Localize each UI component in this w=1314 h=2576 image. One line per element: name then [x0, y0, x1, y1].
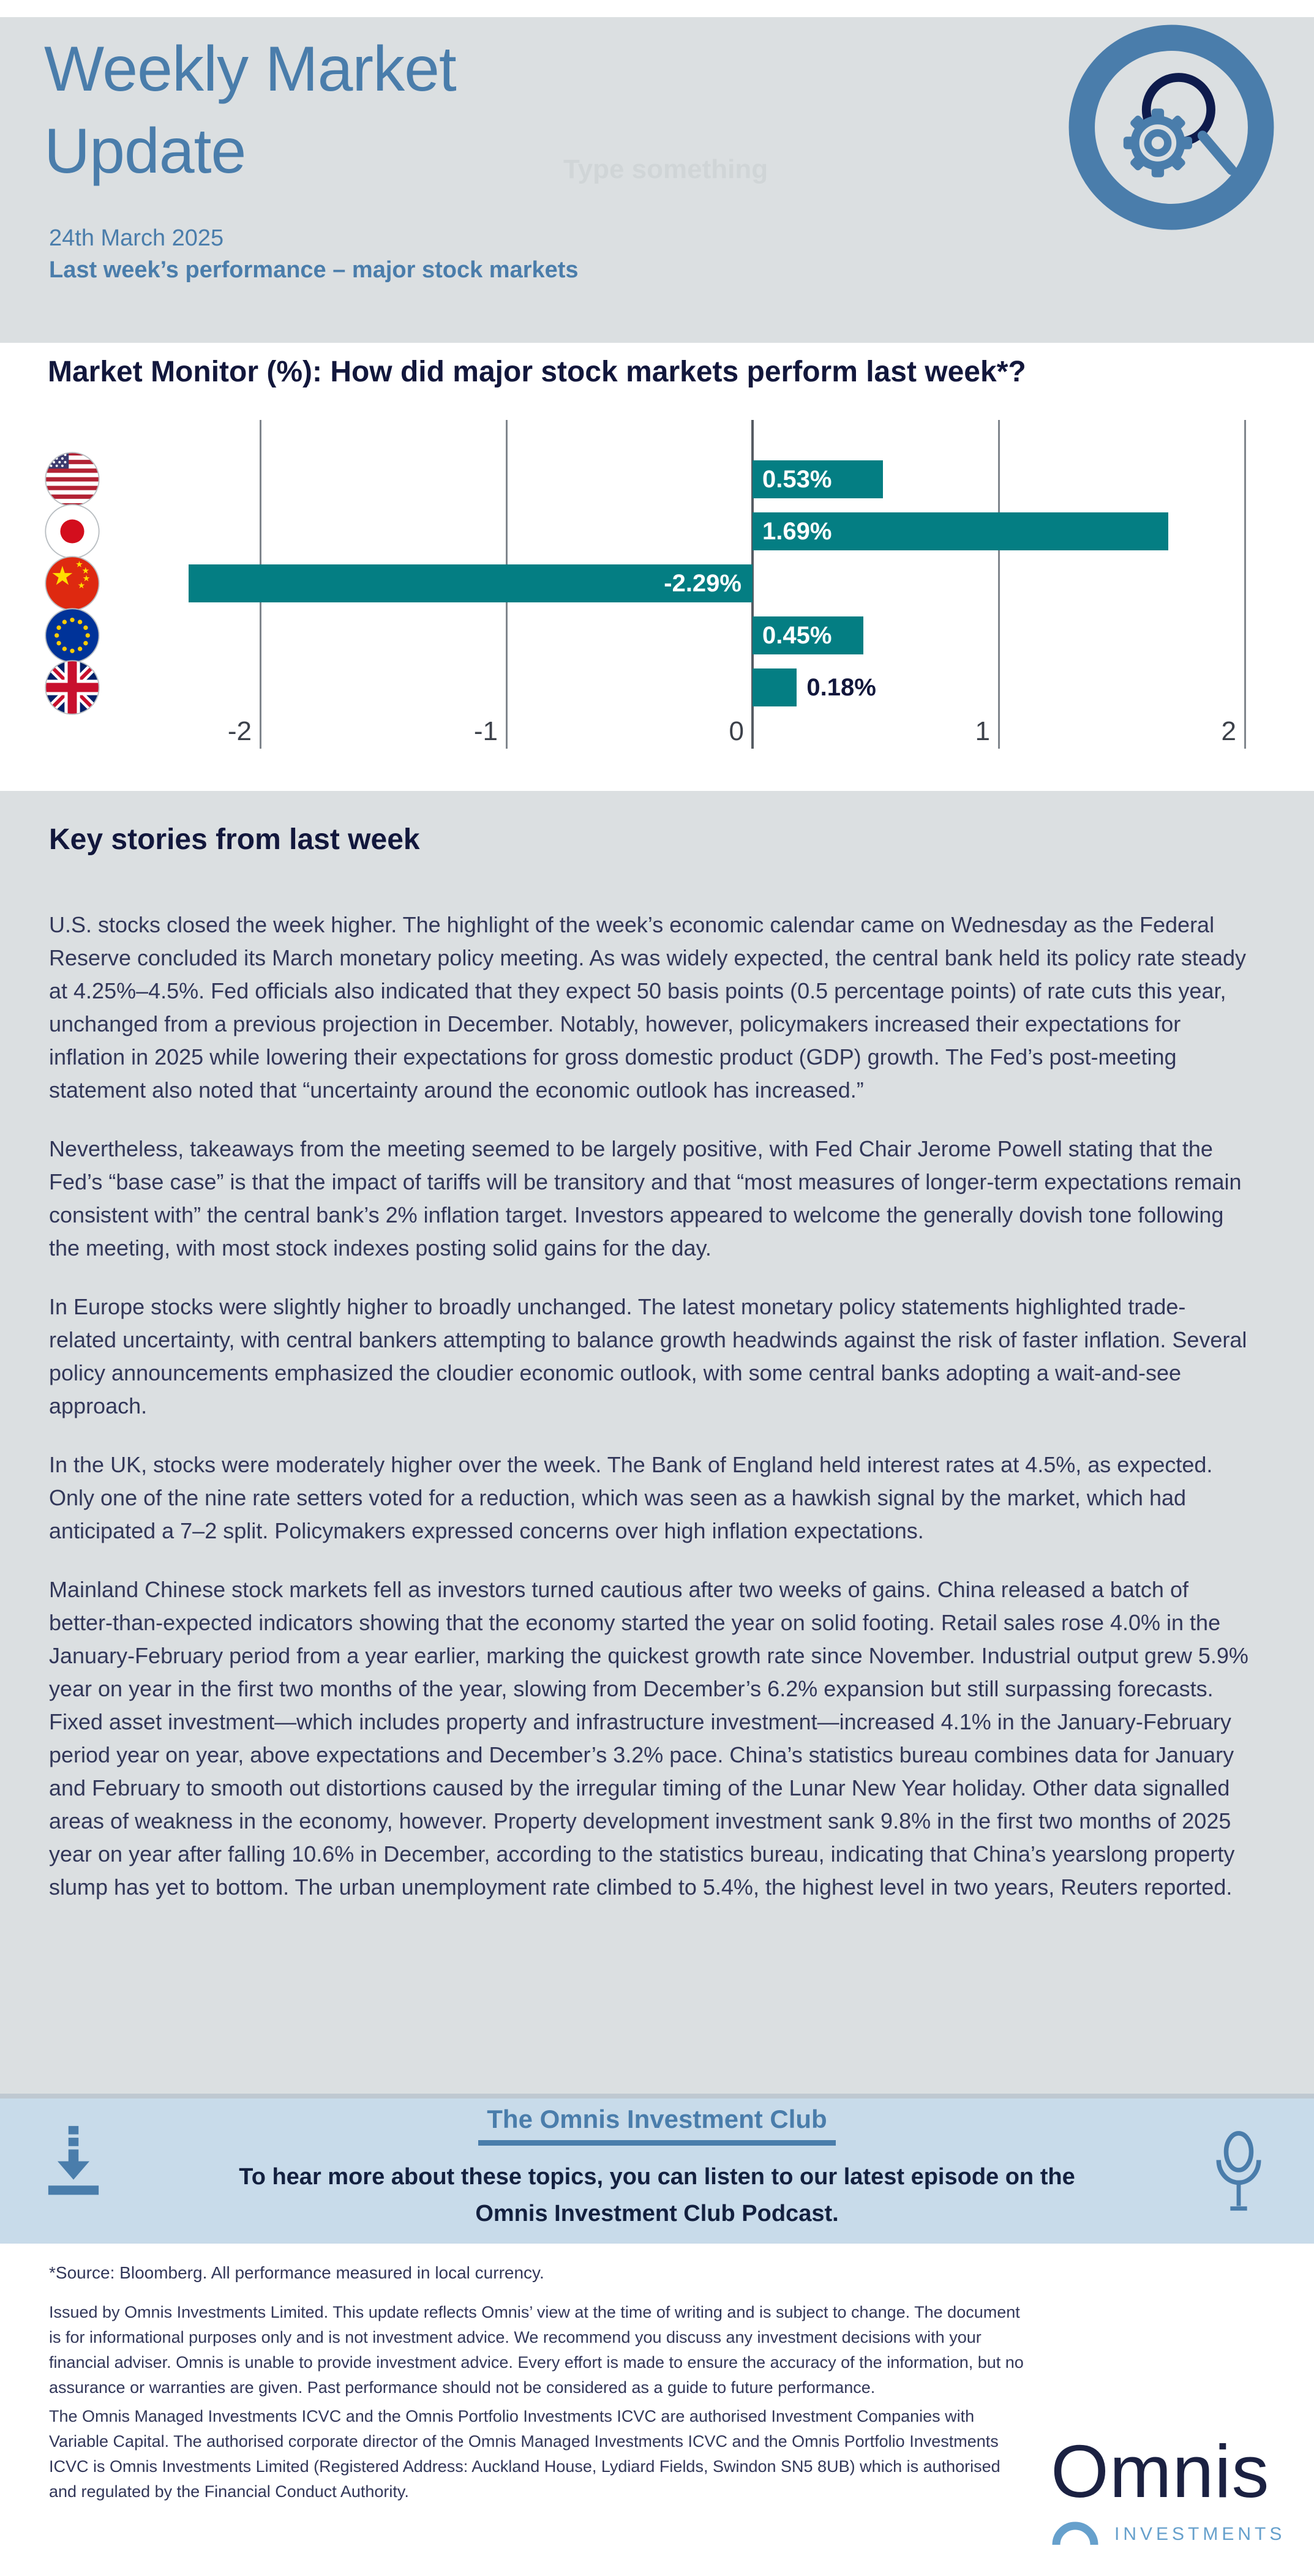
- chart-title: Market Monitor (%): How did major stock markets perform last week*?: [48, 356, 1026, 388]
- key-stories-section: [0, 791, 1314, 2094]
- placeholder-text: Type something: [563, 154, 768, 184]
- story-paragraph-uk: In the UK, stocks were moderately higher over the week. The Bank of England held interest rates at 4.5%, as expected. Only one of the nine rate setters voted for a reduction, which was seen as a hawkish signal by the market, which had anticipated a 7–2 split. Policymakers expressed concerns over high inflation expectations.: [49, 1452, 1213, 1543]
- x-axis-tick-label: -1: [473, 716, 498, 746]
- bar-value-label: 0.53%: [762, 466, 832, 493]
- disclaimer-issued: Issued by Omnis Investments Limited. This update reflects Omnis’ view at the time of writing and is subject to change. The document is for informational purposes only and is not investment advice. We recommend you discuss any investment decisions with your financial adviser. Omnis is unable to provide investment advice. Every effort is made to ensure the accuracy of the information, but no assurance or warranties are given. Past performance should not be considered as a guide to future performance.: [49, 2303, 1024, 2397]
- podcast-text-line2: Omnis Investment Club Podcast.: [475, 2201, 839, 2226]
- header-subtitle: Last week’s performance – major stock markets: [49, 257, 579, 283]
- source-note: *Source: Bloomberg. All performance measured in local currency.: [49, 2263, 544, 2282]
- uk-flag-icon: [44, 659, 100, 716]
- disclaimer-icvc: The Omnis Managed Investments ICVC and the Omnis Portfolio Investments ICVC are authorised Investment Companies with Variable Capital. The authorised corporate director of the Omnis Managed Investments ICVC and the Omnis Portfolio Investments ICVC is Omnis Investments Limited (Registered Address: Auckland House, Lydiard Fields, Swindon SN5 8UB) which is authorised and regulated by the Financial Conduct Authority.: [49, 2407, 1001, 2501]
- gridline: [1244, 420, 1246, 749]
- bar-value-label: -2.29%: [664, 570, 741, 597]
- omnis-logo-arc-icon: [1052, 2514, 1098, 2546]
- japan-flag-icon: [44, 503, 100, 560]
- bar-value-label: 0.18%: [806, 674, 876, 701]
- story-paragraph-china: Mainland Chinese stock markets fell as investors turned cautious after two weeks of gains. China released a batch of better-than-expected indicators showing that the economy started the year on solid footing. Retail sales rose 4.0% in the January-February period from a year earlier, marking the quickest growth rate since November. Industrial output grew 5.9% year on year in the first two months of the year, slowing from December’s 6.2% expansion but still surpassing forecasts. Fixed asset investment—which includes property and infrastructure investment—increased 4.1% in the January-February period year on year, above expectations and December’s 3.2% pace. China’s statistics bureau combines data for January and February to smooth out distortions caused by the irregular timing of the Lunar New Year holiday. Other data signalled areas of weakness in the economy, however. Property development investment sank 9.8% in the first two months of 2025 year on year after falling 10.6% in December, according to the statistics bureau, indicating that China’s yearslong property slump has yet to bottom. The urban unemployment rate climbed to 5.4%, the highest level in two years, Reuters reported.: [49, 1577, 1248, 1900]
- bar-value-label: 0.45%: [762, 622, 832, 649]
- x-axis-tick-label: 1: [975, 716, 990, 746]
- omnis-logo-subtitle: INVESTMENTS: [1114, 2524, 1286, 2544]
- section-divider: [0, 2094, 1314, 2099]
- x-axis-tick-label: -2: [227, 716, 252, 746]
- omnis-logo: [1051, 2430, 1290, 2574]
- stories-heading: Key stories from last week: [49, 823, 420, 856]
- podcast-club-link[interactable]: The Omnis Investment Club: [478, 2105, 835, 2146]
- bar-chart: [0, 343, 1314, 791]
- story-paragraph-us: U.S. stocks closed the week higher. The highlight of the week’s economic calendar came on Wednesday as the Federal Reserve concluded its March monetary policy meeting. As was widely expected, the central bank held its policy rate steady at 4.25%–4.5%. Fed officials also indicated that they expect 50 basis points (0.5 percentage points) of rate cuts this year, unchanged from a previous projection in December. Notably, however, policymakers increased their expectations for inflation in 2025 while lowering their expectations for gross domestic product (GDP) growth. The Fed’s post-meeting statement also noted that “uncertainty around the economic outlook has increased.”: [49, 912, 1246, 1103]
- podcast-banner: [0, 2099, 1314, 2244]
- story-paragraph-fed: Nevertheless, takeaways from the meeting seemed to be largely positive, with Fed Chair Jerome Powell stating that the Fed’s “base case” is that the impact of tariffs will be transitory and that “most measures of longer-term expectations remain consistent with” the central bank’s 2% inflation target. Investors appeared to welcome the generally dovish tone following the meeting, with most stock indexes posting solid gains for the day.: [49, 1136, 1242, 1260]
- search-gear-icon: [1067, 23, 1275, 231]
- microphone-icon: [1214, 2129, 1264, 2216]
- story-paragraph-europe: In Europe stocks were slightly higher to broadly unchanged. The latest monetary policy statements highlighted trade-related uncertainty, with central bankers attempting to balance growth headwinds against the risk of faster inflation. Several policy announcements emphasized the cloudier economic outlook, with some central banks adopting a wait-and-see approach.: [49, 1294, 1247, 1418]
- x-axis-tick-label: 2: [1221, 716, 1236, 746]
- podcast-text-line1: To hear more about these topics, you can listen to our latest episode on the: [239, 2164, 1075, 2190]
- x-axis-tick-label: 0: [729, 716, 744, 746]
- publication-date: 24th March 2025: [49, 225, 224, 251]
- bar-value-label: 1.69%: [762, 518, 832, 545]
- market-monitor-section: [0, 343, 1314, 791]
- bar-united-kingdom: [753, 668, 797, 706]
- stories-body: [49, 908, 1249, 1930]
- eu-flag-icon: [44, 607, 100, 664]
- footer: [0, 2244, 1314, 2576]
- us-flag-icon: [44, 451, 100, 507]
- china-flag-icon: [44, 555, 100, 612]
- podcast-text: [0, 2159, 1314, 2232]
- omnis-logo-wordmark: Omnis: [1051, 2430, 1270, 2513]
- gridline: [998, 420, 1000, 749]
- top-white-strip: [0, 0, 1314, 17]
- page-title: Weekly Market Update: [44, 34, 456, 187]
- header: [0, 17, 1314, 343]
